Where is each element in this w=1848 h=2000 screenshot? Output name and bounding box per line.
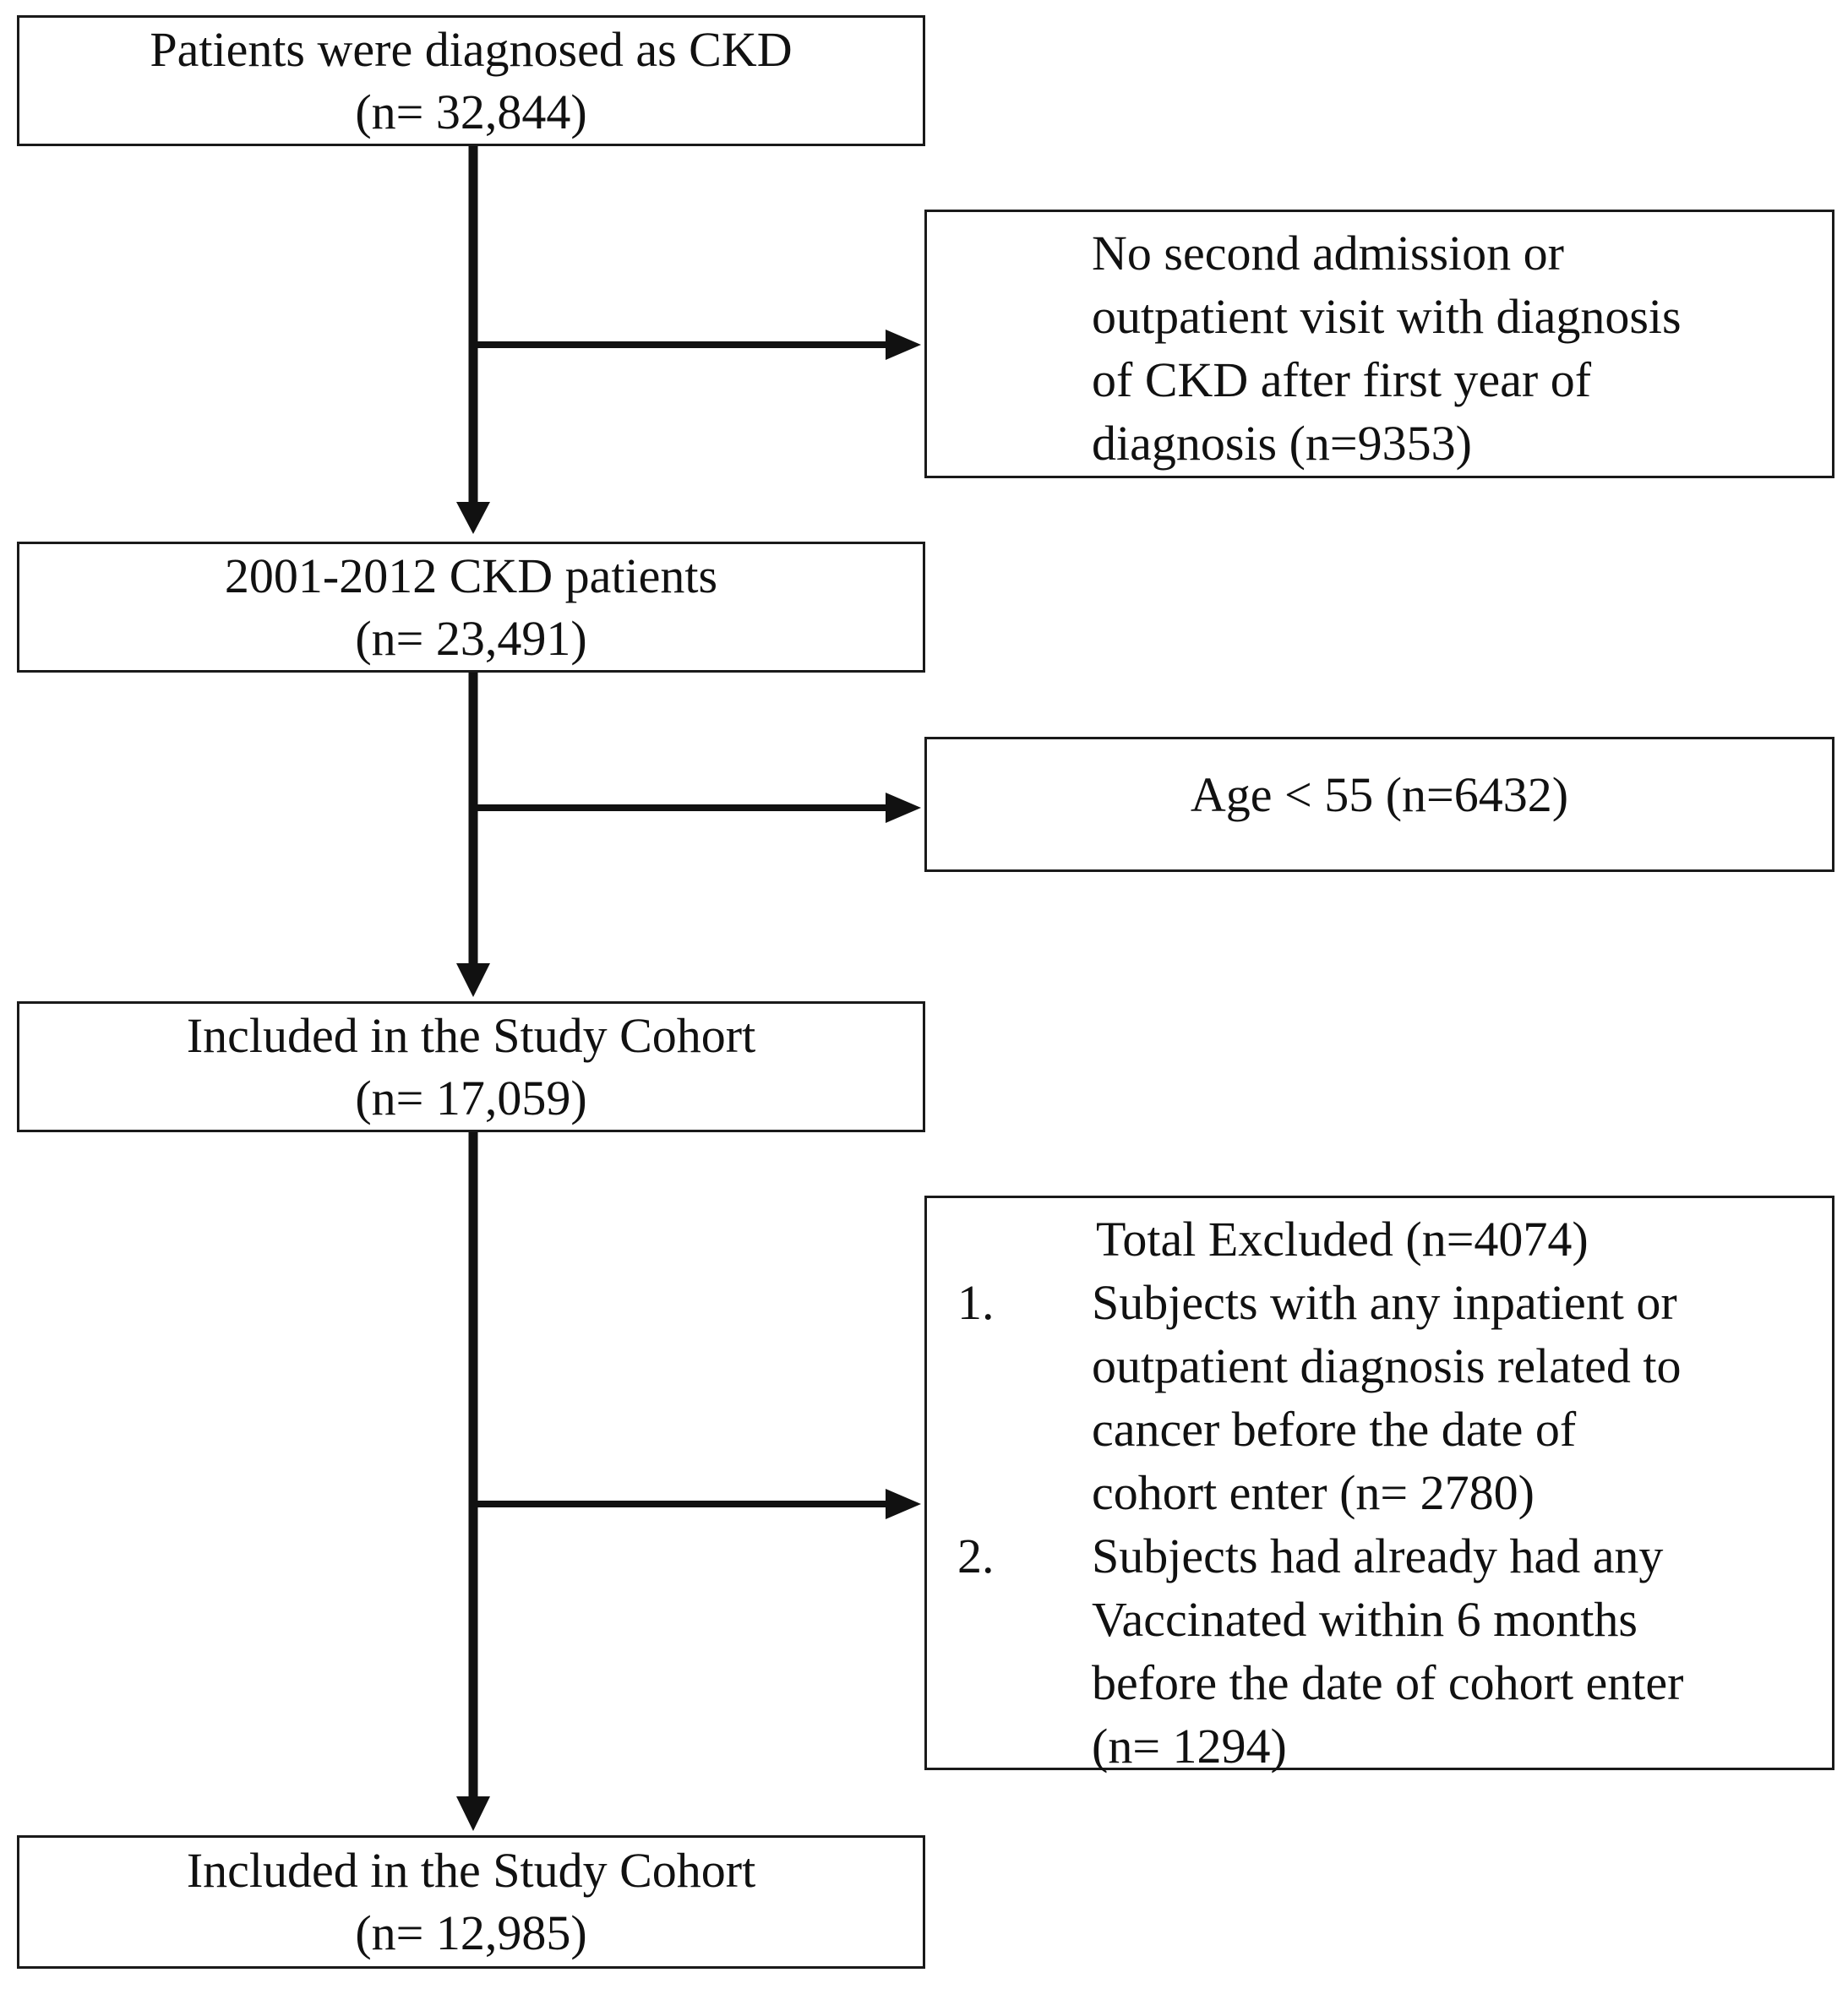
exclusion-line: Subjects with any inpatient or	[1092, 1275, 1677, 1330]
box-study-cohort-final-count: (n= 12,985)	[355, 1905, 587, 1960]
box-patients-diagnosed	[17, 15, 925, 146]
exclusion-line: Vaccinated within 6 months	[1092, 1592, 1638, 1647]
exclusion-line: outpatient visit with diagnosis	[1092, 289, 1682, 344]
exclusion-age-text: Age < 55 (n=6432)	[1190, 767, 1569, 822]
box-study-cohort-final-title: Included in the Study Cohort	[186, 1843, 756, 1898]
exclusion-line: cohort enter (n= 2780)	[1092, 1465, 1535, 1520]
box-ckd-2001-2012-title: 2001-2012 CKD patients	[224, 548, 718, 603]
exclusion-total-heading: Total Excluded (n=4074)	[1096, 1212, 1589, 1267]
box-study-cohort-1-count: (n= 17,059)	[355, 1070, 587, 1125]
exclusion-line: before the date of cohort enter	[1092, 1655, 1684, 1710]
exclusion-line: outpatient diagnosis related to	[1092, 1338, 1682, 1393]
box-study-cohort-final	[17, 1835, 925, 1969]
exclusion-line: of CKD after first year of	[1092, 352, 1592, 407]
exclusion-box-total	[924, 1196, 1834, 1774]
box-study-cohort-1	[17, 1001, 925, 1132]
exclusion-arrow-2	[473, 793, 921, 823]
exclusion-arrow-1	[473, 330, 921, 360]
box-patients-diagnosed-title: Patients were diagnosed as CKD	[150, 21, 793, 77]
exclusion-box-no-second-admission	[924, 210, 1834, 478]
exclusion-line: diagnosis (n=9353)	[1092, 416, 1472, 471]
box-ckd-2001-2012-count: (n= 23,491)	[355, 610, 587, 666]
exclusion-item-number: 2.	[957, 1529, 995, 1583]
exclusion-line: cancer before the date of	[1092, 1402, 1577, 1457]
exclusion-line: Subjects had already had any	[1092, 1529, 1664, 1583]
box-ckd-2001-2012	[17, 542, 925, 673]
exclusion-item-1	[927, 1271, 1832, 1524]
exclusion-box-age	[924, 737, 1834, 872]
exclusion-line: (n= 1294)	[1092, 1719, 1287, 1774]
main-flow-line-2	[456, 673, 490, 997]
main-flow-line-3	[456, 1132, 490, 1831]
exclusion-line: No second admission or	[1092, 226, 1564, 281]
main-flow-line-1	[456, 146, 490, 534]
exclusion-item-number: 1.	[957, 1275, 995, 1330]
box-patients-diagnosed-count: (n= 32,844)	[355, 84, 587, 139]
exclusion-arrow-3	[473, 1489, 921, 1519]
exclusion-item-2	[927, 1524, 1832, 1778]
box-study-cohort-1-title: Included in the Study Cohort	[186, 1007, 756, 1063]
